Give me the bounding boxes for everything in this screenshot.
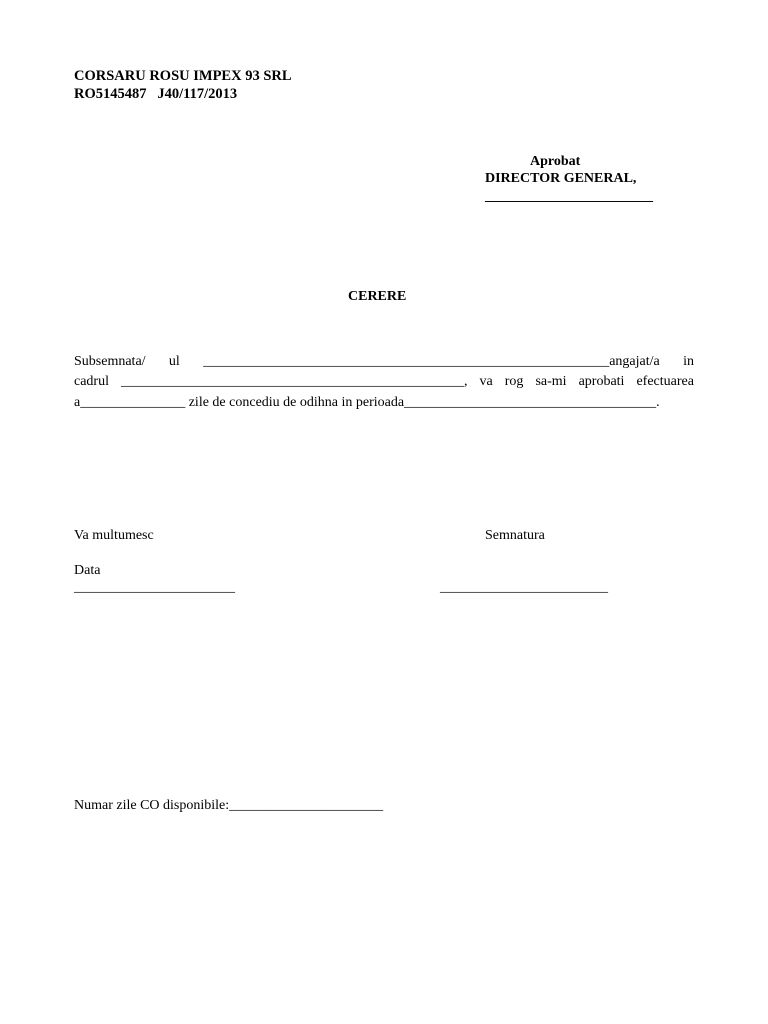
body-line-1: [74, 352, 694, 372]
body-word: cadrul: [74, 374, 109, 389]
department-blank: _________________________________________________,: [121, 374, 468, 389]
body-word: Subsemnata/: [74, 354, 146, 369]
approval-label: Aprobat: [530, 154, 581, 169]
body-word: in: [683, 354, 694, 369]
available-days: Numar zile CO disponibile:______________________: [74, 798, 384, 813]
body-word: va: [479, 374, 493, 389]
company-ids: RO5145487 J40/117/2013: [74, 86, 238, 102]
approval-signature-line: ________________________: [485, 189, 653, 204]
signature-line: ________________________: [440, 580, 608, 595]
signature-label: Semnatura: [485, 528, 545, 543]
body-word: efectuarea: [636, 374, 694, 389]
document-title: CERERE: [348, 289, 407, 304]
date-line: _______________________: [74, 580, 235, 595]
body-line-2: [74, 372, 694, 392]
body-word: ul: [168, 354, 180, 369]
body-word: rog: [504, 374, 524, 389]
thanks-text: Va multumesc: [74, 528, 154, 543]
body-word: aprobati: [578, 374, 625, 389]
company-name: CORSARU ROSU IMPEX 93 SRL: [74, 68, 292, 84]
employee-name-blank: __________________________________________________________angajat/a: [203, 354, 660, 369]
approval-role: DIRECTOR GENERAL,: [485, 171, 637, 186]
body-word: sa-mi: [535, 374, 567, 389]
date-label: Data: [74, 563, 101, 578]
body-line-3: a_______________ zile de concediu de odihna in perioada____________________________________.: [74, 395, 660, 410]
